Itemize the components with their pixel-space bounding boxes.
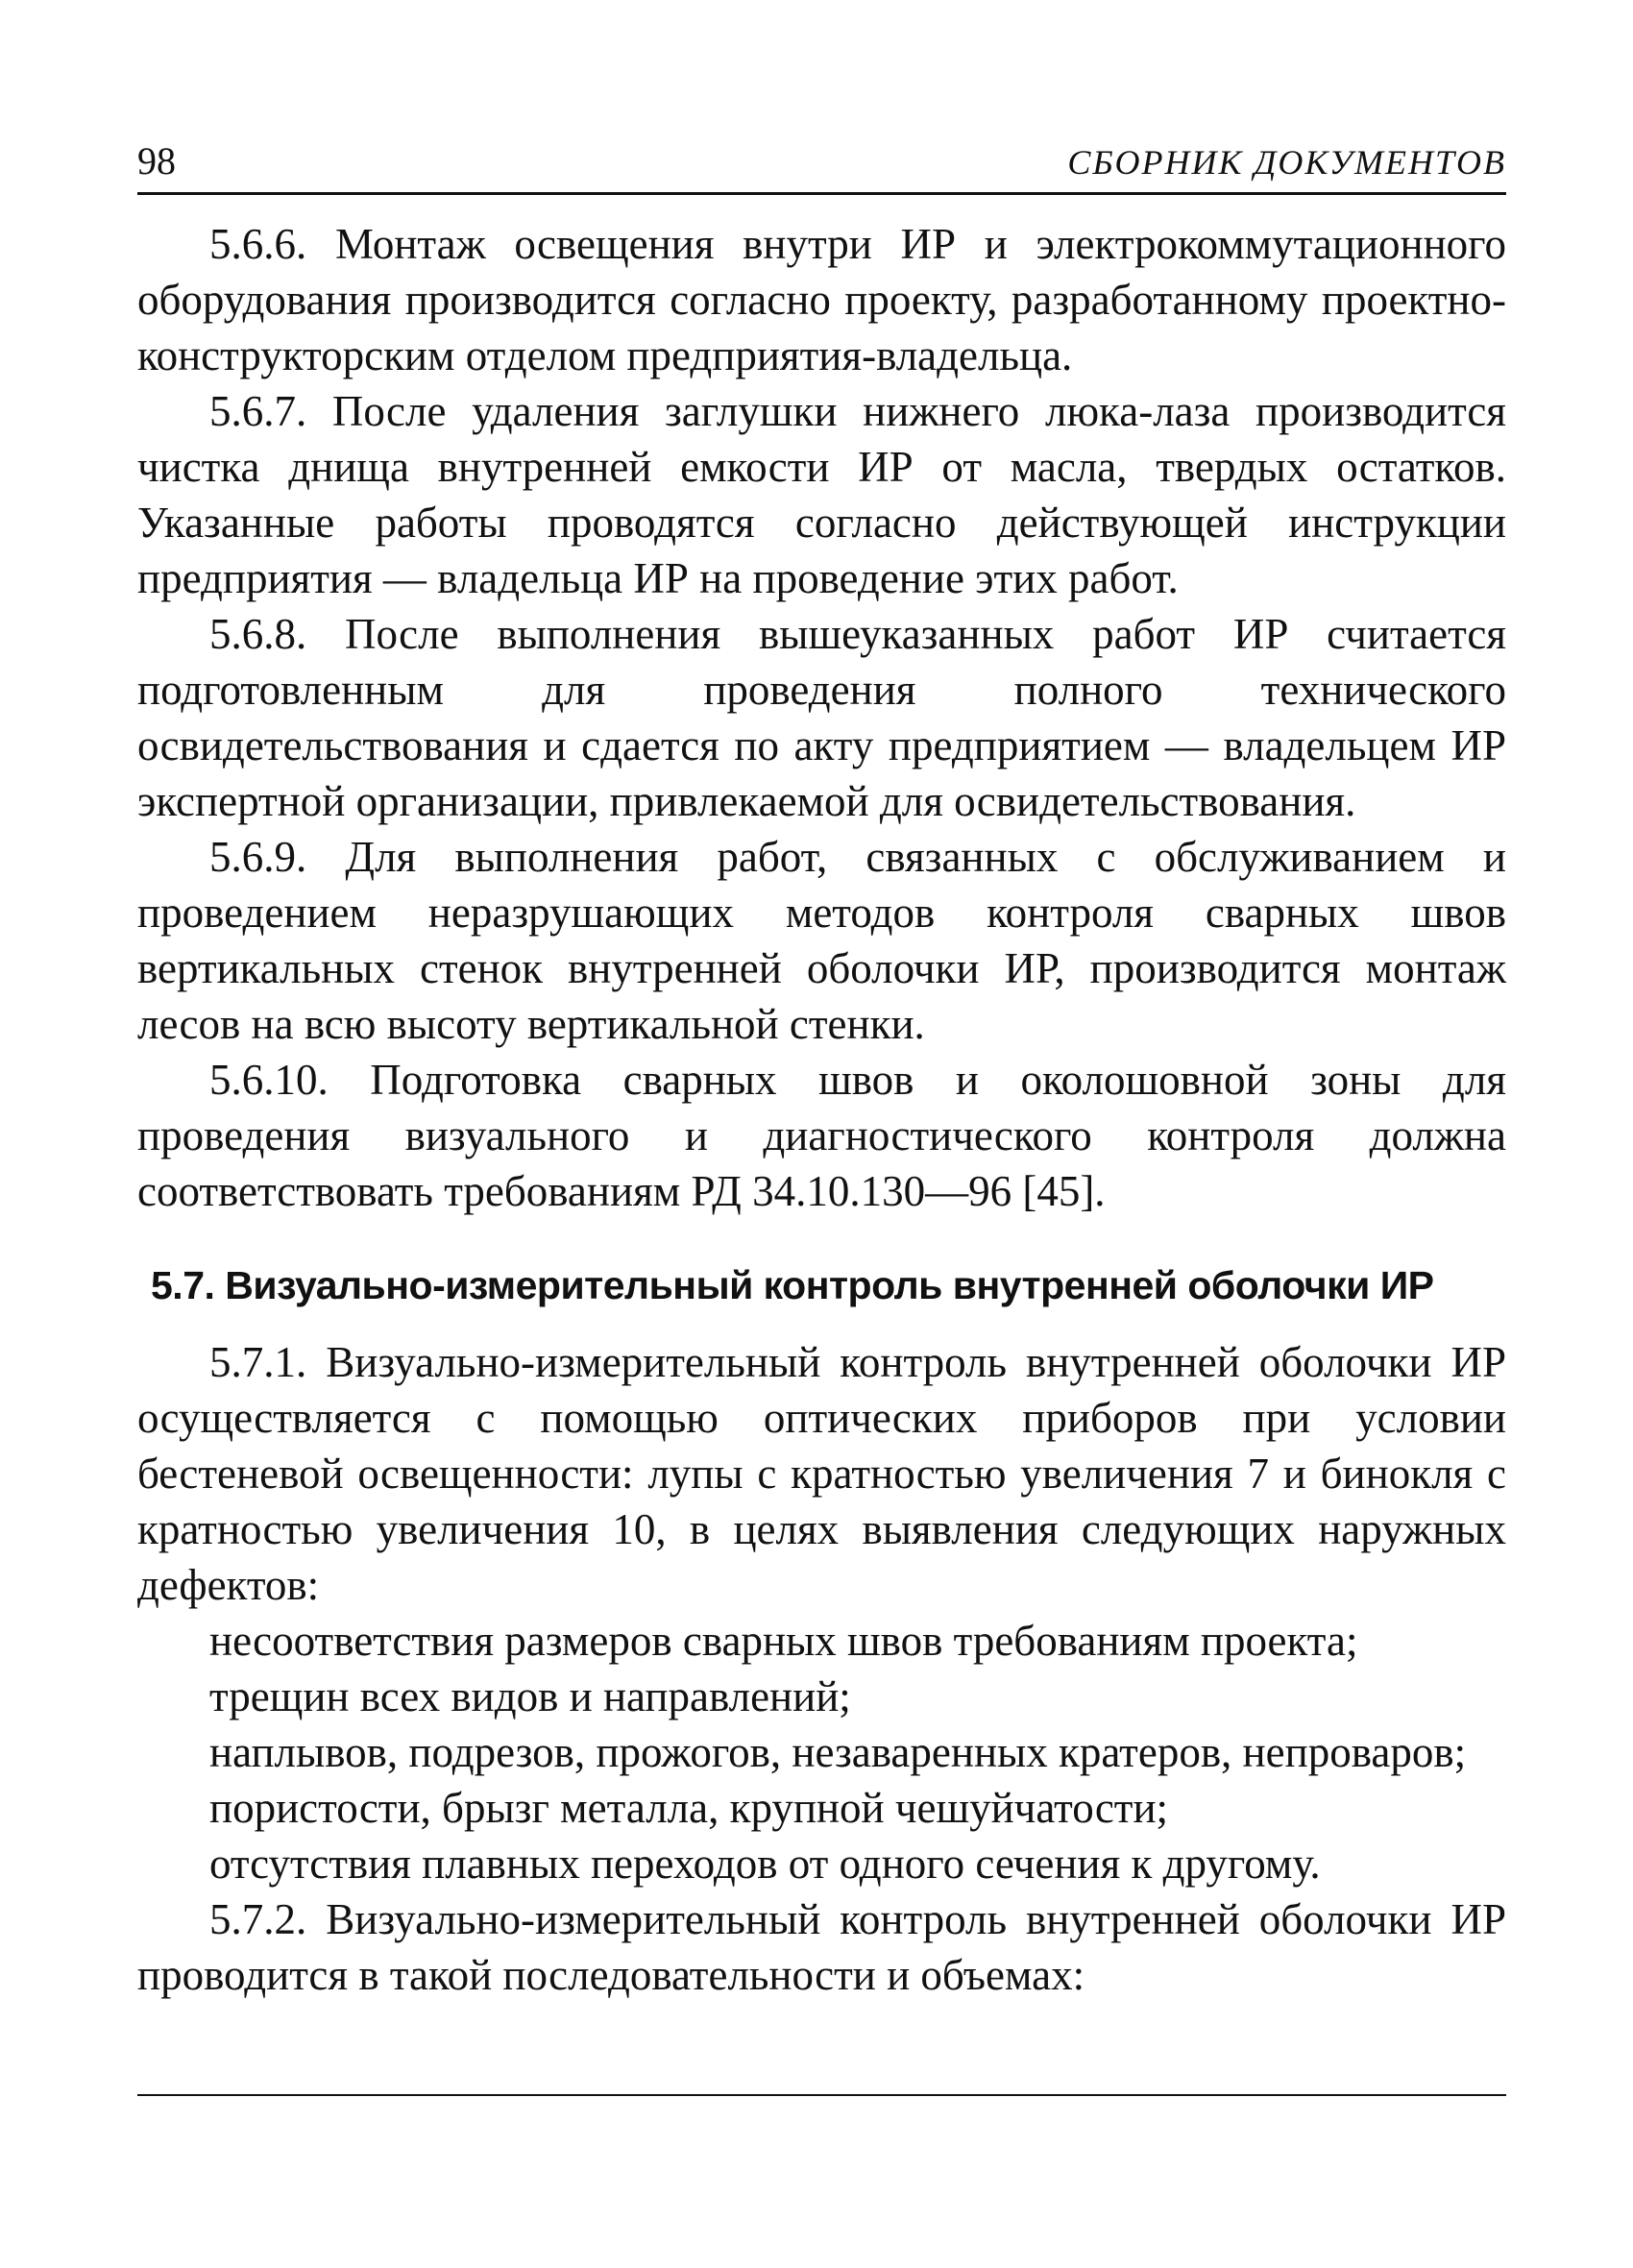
page-body [137,216,1506,2003]
paragraph-5-6-7: 5.6.7. После удаления заглушки нижнего люка-лаза производится чистка днища внутренней емкости ИР от масла, твердых остатков. Указанные работы проводятся согласно действующей инструкции предприятия — владельца ИР на проведение этих работ. [137,387,1506,602]
list-item: наплывов, подрезов, прожогов, незаваренных кратеров, непроваров; [209,1728,1467,1776]
paragraph-5-6-6: 5.6.6. Монтаж освещения внутри ИР и электрокоммутационного оборудования производится согласно проекту, разработанному проектно-конструкторским отделом предприятия-владельца. [137,220,1506,379]
header-divider [137,192,1506,195]
paragraph-5-6-8: 5.6.8. После выполнения вышеуказанных работ ИР считается подготовленным для проведения полного технического освидетельствования и сдается по акту предприятием — владельцем ИР экспертной организации, привлекаемой для освидетельствования. [137,610,1506,825]
paragraph-5-6-10: 5.6.10. Подготовка сварных швов и околошовной зоны для проведения визуального и диагностического контроля должна соответствовать требованиям РД 34.10.130—96 [45]. [137,1056,1506,1215]
list-item: трещин всех видов и направлений; [209,1672,851,1720]
paragraph-5-7-1: 5.7.1. Визуально-измерительный контроль внутренней оболочки ИР осуществляется с помощью оптических приборов при условии бестеневой освещенности: лупы с кратностью увеличения 7 и бинокля с кратностью увеличения 10, в целях выявления следующих наружных дефектов: [137,1338,1506,1609]
running-title: СБОРНИК ДОКУМЕНТОВ [1067,143,1506,182]
page-header [137,134,1506,192]
footer-divider [137,2094,1506,2096]
paragraph-5-6-9: 5.6.9. Для выполнения работ, связанных с обслуживанием и проведением неразрушающих методов контроля сварных швов вертикальных стенок внутренней оболочки ИР, производится монтаж лесов на всю высоту вертикальной стенки. [137,833,1506,1048]
list-item: пористости, брызг металла, крупной чешуйчатости; [209,1784,1169,1832]
page-number: 98 [137,139,176,183]
list-item: отсутствия плавных переходов от одного сечения к другому. [209,1840,1321,1888]
paragraph-5-7-2: 5.7.2. Визуально-измерительный контроль внутренней оболочки ИР проводится в такой последовательности и объемах: [137,1895,1506,1999]
list-item: несоответствия размеров сварных швов требованиям проекта; [209,1617,1358,1665]
section-heading-5-7: 5.7. Визуально-измерительный контроль внутренней оболочки ИР [151,1263,1434,1307]
